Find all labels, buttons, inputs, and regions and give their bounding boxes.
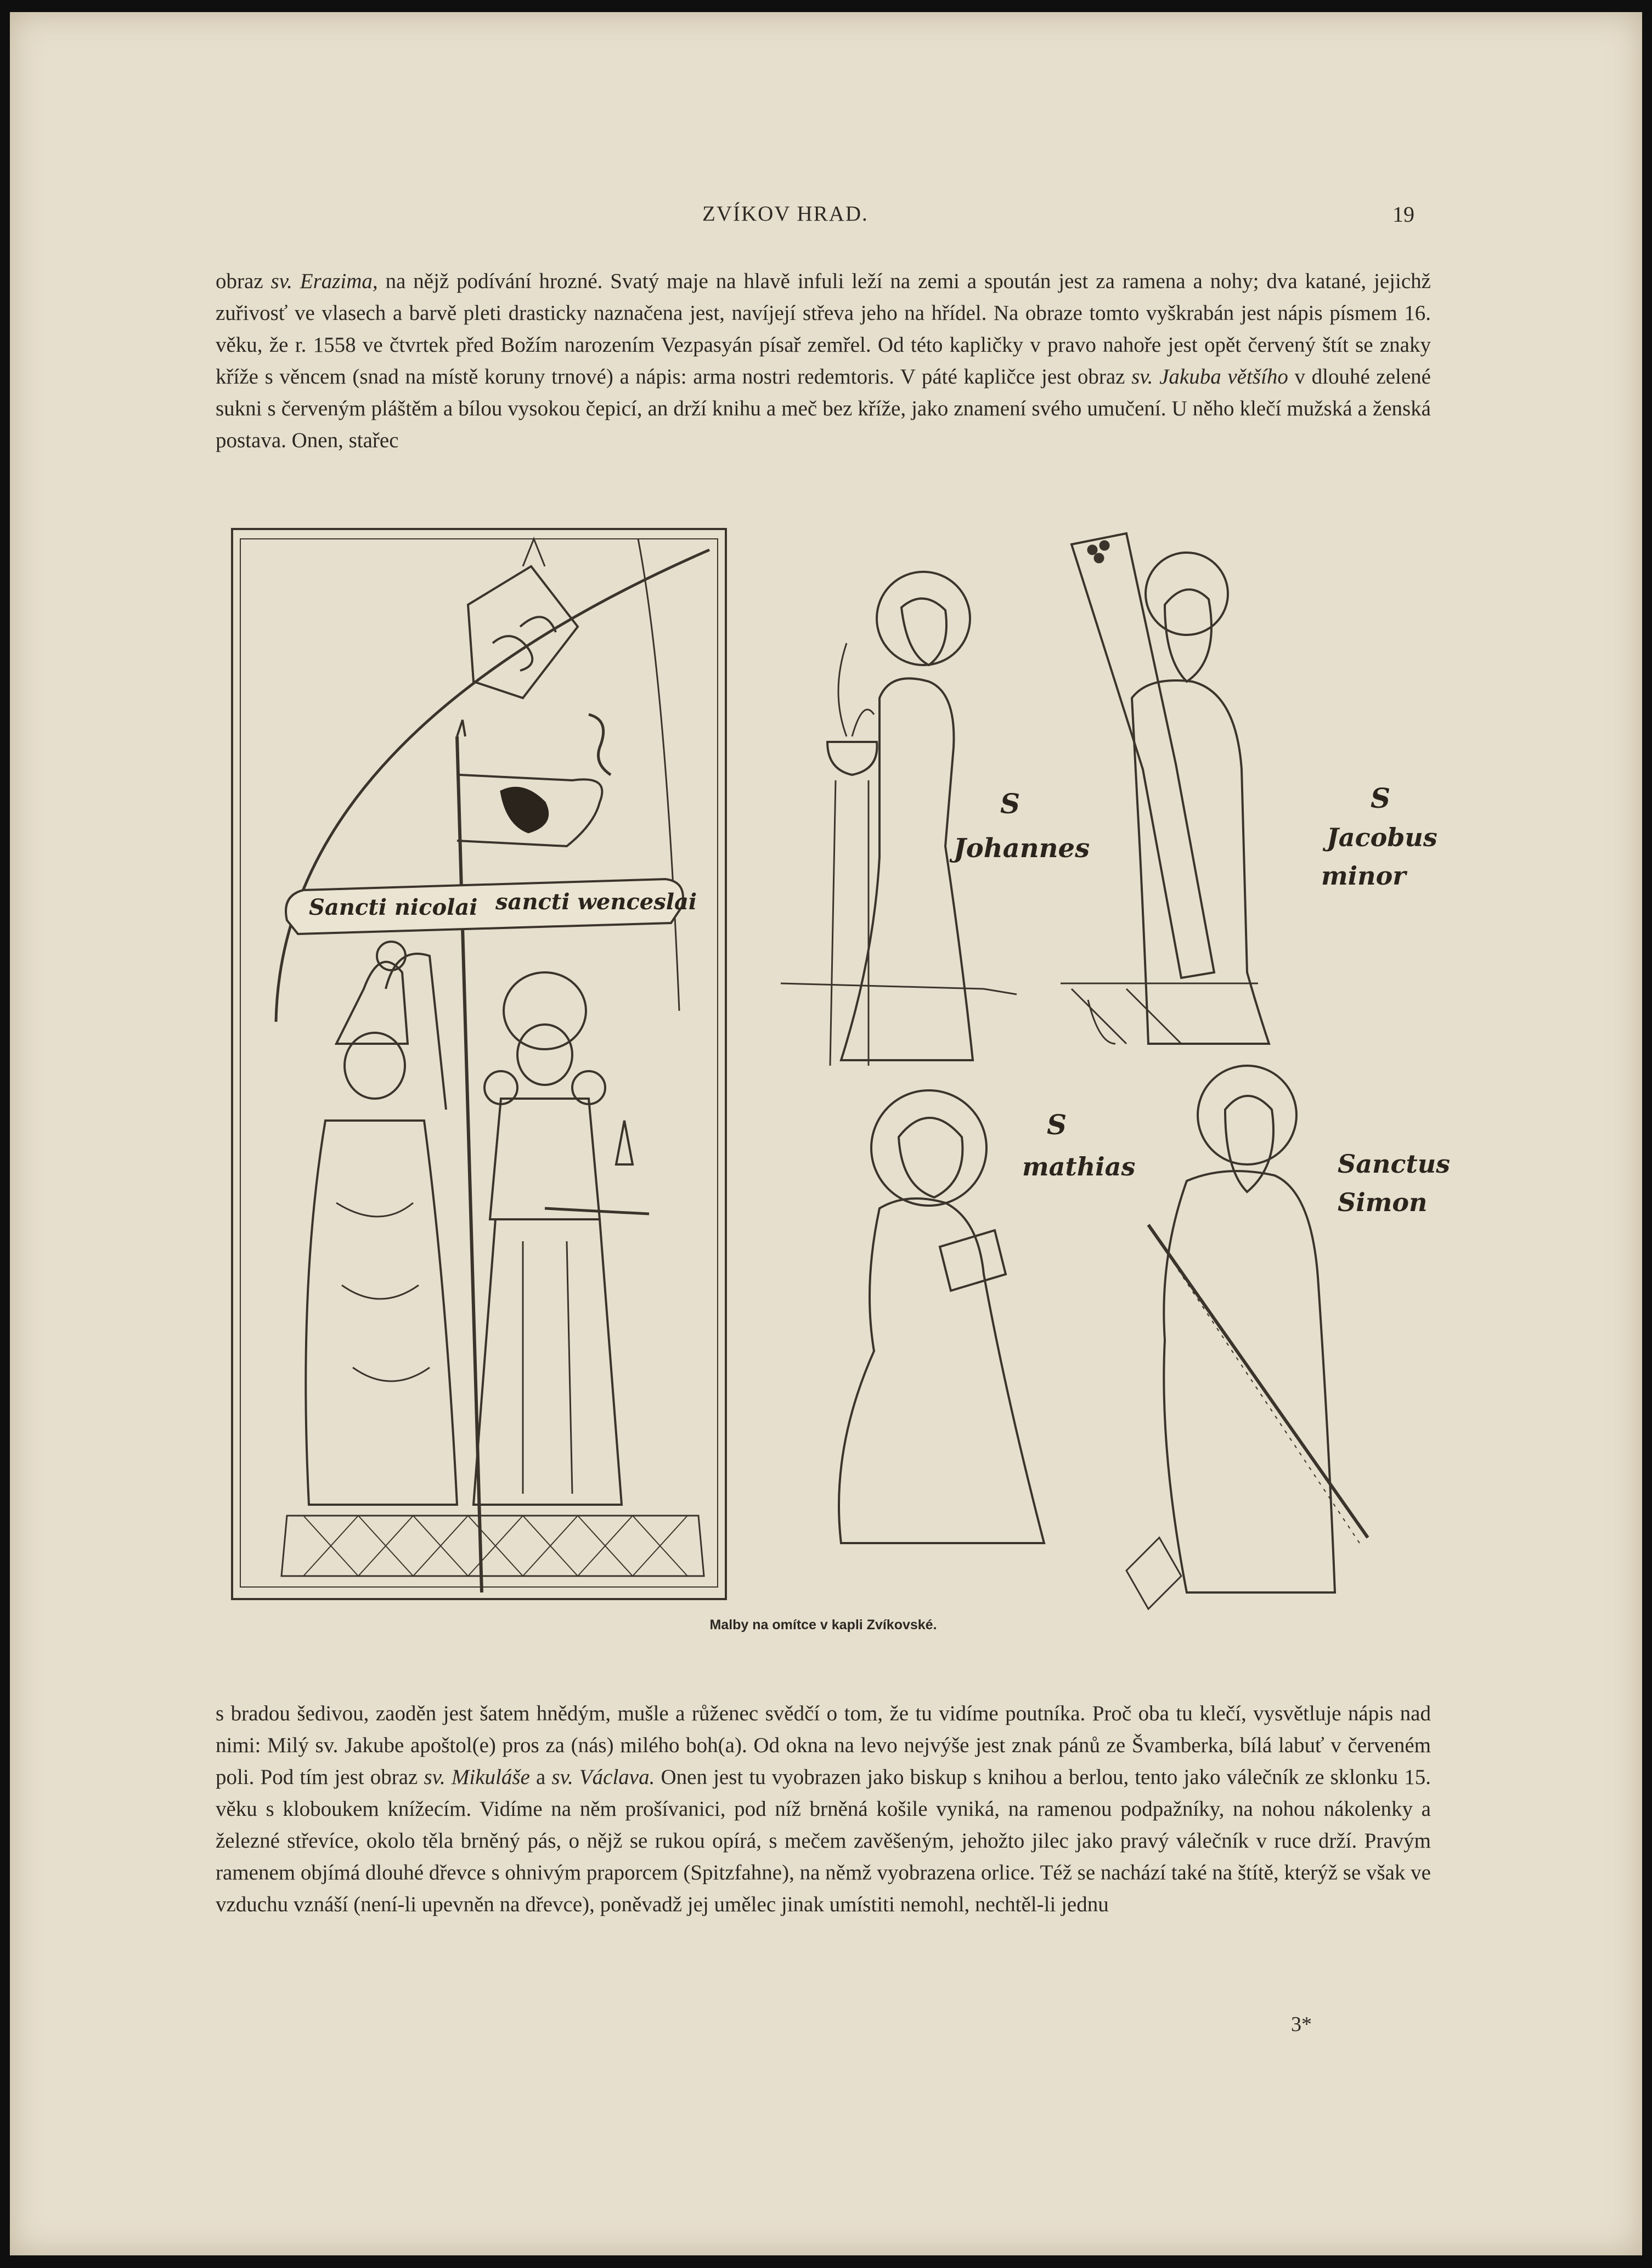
st-matthias-figure	[839, 1090, 1135, 1543]
label-mathias: mathias	[1022, 1152, 1136, 1181]
st-john-figure	[781, 572, 1090, 1066]
saint-erasmus-name: sv. Erazima,	[270, 269, 378, 293]
paragraph-bottom-text-1: s bradou šedivou, zaoděn jest šatem hnědým, mušle a růženec svědčí o tom, že tu vidíme poutníka. Proč oba tu klečí, vysvětluje nápis nad nimi: Milý sv. Jakube apoštol(e) pros za (nás) milého boh(a). Od okna na levo nejvýše jest znak pánů ze Švamberka, bílá labuť v červeném poli. Pod tím jest obraz	[216, 1702, 1431, 1789]
saint-wenceslas-name: sv. Václava.	[551, 1765, 655, 1789]
page-number: 19	[1392, 202, 1414, 227]
st-nicholas-figure	[306, 942, 457, 1505]
saint-james-name: sv. Jakuba většího	[1131, 365, 1288, 389]
paragraph-bottom-text-3: Onen jest tu vyobrazen jako biskup s knihou a berlou, tento jako válečník ze sklonku 15. věku s kloboukem knížecím. Vidíme na něm prošívanici, pod níž brněná košile vyniká, na ramenou podpažníky, na nohou nákolenky a železné střevíce, okolo těla brněný pás, o nějž se rukou opírá, s mečem zavěšeným, jehožto jilec jako pravý válečník v ruce drží. Pravým ramenem objímá dlouhé dřevce s ohnivým praporcem (Spitzfahne), na němž vyobrazena orlice. Též se nachází také na štítě, kterýž se však ve vzduchu vznáší (není-li upevněn na dřevce), poněvadž jej umělec jinak umístiti nemohl, nechtěl-li jednu	[216, 1765, 1431, 1916]
panel-nicholas-wenceslas	[232, 529, 726, 1599]
st-simon-figure	[1126, 1066, 1450, 1609]
paragraph-bottom	[216, 1698, 1431, 1921]
figure-caption: Malby na omítce v kapli Zvíkovské.	[709, 1617, 937, 1633]
label-jacobus: Jacobus	[1327, 823, 1437, 852]
saint-nicholas-name: sv. Mikuláše	[424, 1765, 530, 1789]
checkered-floor	[281, 1516, 704, 1576]
label-johannes-s: S	[1000, 787, 1020, 820]
mural-illustration	[216, 517, 1458, 1631]
st-wenceslas-figure	[473, 972, 649, 1505]
st-james-figure	[1061, 533, 1437, 1044]
paragraph-top-text-3: v dlouhé zelené sukni s červeným pláštěm a bílou vysokou čepicí, an drží knihu a meč bez kříže, jako znamení svého umučení. U něho klečí mužská a ženská postava. Onen, stařec	[216, 365, 1431, 452]
eagle-banner	[457, 714, 611, 1592]
paragraph-top	[216, 266, 1431, 457]
label-jacobus-minor: minor	[1321, 861, 1406, 891]
scroll-wenceslas-label: sancti wenceslai	[495, 889, 697, 915]
scroll-nicholas-label: Sancti nicolai	[309, 894, 478, 920]
running-title: ZVÍKOV HRAD.	[702, 202, 869, 226]
name-scroll	[286, 879, 697, 934]
label-johannes: Johannes	[954, 833, 1090, 864]
label-mathias-s: S	[1047, 1108, 1067, 1141]
label-simon-2: Simon	[1338, 1188, 1428, 1217]
paragraph-bottom-text-2: a	[529, 1765, 552, 1789]
running-head	[10, 196, 1642, 234]
paragraph-top-text-2: na nějž podívání hrozné. Svatý maje na hlavě infuli leží na zemi a spoután jest za ramena a nohy; dva katané, jejichž zuřivosť ve vlasech a barvě pleti drasticky naznačena jest, navíjejí střeva jeho na hřídel. Na obraze tomto vyškrabán jest nápis písmem 16. věku, že r. 1558 ve čtvrtek před Božím narozením Vezpasyán písař zemřel. Od této kapličky v pravo nahoře jest opět červený štít se znaky kříže s věncem (snad na místě koruny trnové) a nápis: arma nostri redemtoris. V páté kapličce jest obraz	[216, 269, 1431, 389]
signature-mark: 3*	[1291, 2013, 1312, 2036]
book-page	[10, 12, 1642, 2255]
paragraph-top-text-1: obraz	[216, 269, 271, 293]
label-simon-1: Sanctus	[1338, 1149, 1451, 1179]
label-jacobus-s: S	[1371, 782, 1391, 814]
